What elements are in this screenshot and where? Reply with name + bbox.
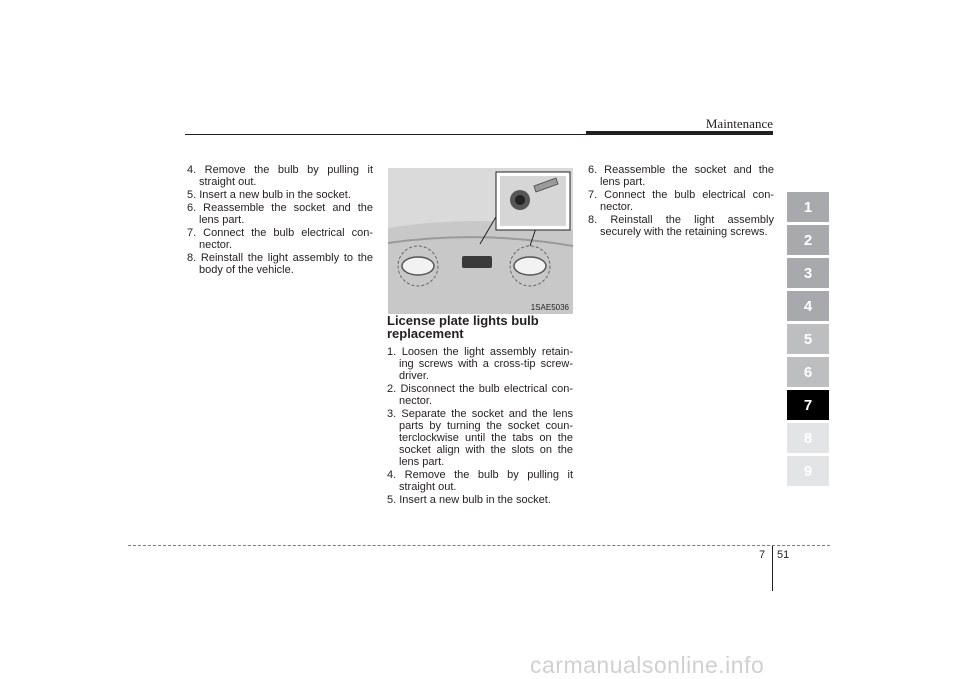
step-list-3: [588, 164, 774, 238]
page-number: 51: [777, 549, 790, 561]
page-number-divider: [772, 546, 773, 591]
step-item: 5. Insert a new bulb in the socket.: [187, 189, 351, 201]
step-item: 7. Connect the bulb electrical con-nector.: [187, 227, 373, 251]
figure-illustration: [388, 168, 573, 314]
chapter-tab-7-active[interactable]: 7: [787, 390, 829, 420]
watermark: carmanualsonline.info: [530, 652, 765, 678]
step-item: 6. Reassemble the socket and the lens part.: [588, 164, 774, 188]
step-list-1: [187, 164, 373, 276]
step-item: 8. Reinstall the light assembly securely with the retaining screws.: [588, 214, 774, 238]
header-rule-accent: [586, 131, 773, 135]
step-item: 7. Connect the bulb electrical con-nector.: [588, 189, 774, 213]
section-title: Maintenance: [705, 116, 773, 131]
step-item: 4. Remove the bulb by pulling it straight out.: [387, 469, 573, 493]
column-1: [187, 164, 373, 277]
step-list-2: [387, 346, 573, 506]
chapter-tab-3[interactable]: 3: [787, 258, 829, 288]
footer-rule: [128, 545, 830, 546]
step-item: 6. Reassemble the socket and the lens part.: [187, 202, 373, 226]
step-item: 4. Remove the bulb by pulling it straight out.: [187, 164, 373, 188]
chapter-tab-1[interactable]: 1: [787, 192, 829, 222]
figure-code: 1SAE5036: [530, 303, 569, 312]
chapter-tab-2[interactable]: 2: [787, 225, 829, 255]
license-plate-light-figure: [388, 168, 573, 314]
step-item: 5. Insert a new bulb in the socket.: [387, 494, 551, 506]
page-chapter-number: 7: [759, 549, 766, 561]
chapter-tab-9[interactable]: 9: [787, 456, 829, 486]
step-item: 3. Separate the socket and the lens parts by turning the socket coun-terclockwise until the tabs on the socket align with the slots on the lens part.: [387, 408, 573, 468]
step-item: 8. Reinstall the light assembly to the body of the vehicle.: [187, 252, 373, 276]
chapter-tab-6[interactable]: 6: [787, 357, 829, 387]
column-2: [387, 314, 573, 507]
chapter-tab-4[interactable]: 4: [787, 291, 829, 321]
chapter-tab-8[interactable]: 8: [787, 423, 829, 453]
chapter-tab-5[interactable]: 5: [787, 324, 829, 354]
column-3: [588, 164, 774, 239]
step-item: 2. Disconnect the bulb electrical con-nector.: [387, 383, 573, 407]
step-item: 1. Loosen the light assembly retain-ing screws with a cross-tip screw-driver.: [387, 346, 573, 382]
chapter-tabs: [787, 192, 829, 489]
section-heading: License plate lights bulb replacement: [387, 313, 539, 341]
